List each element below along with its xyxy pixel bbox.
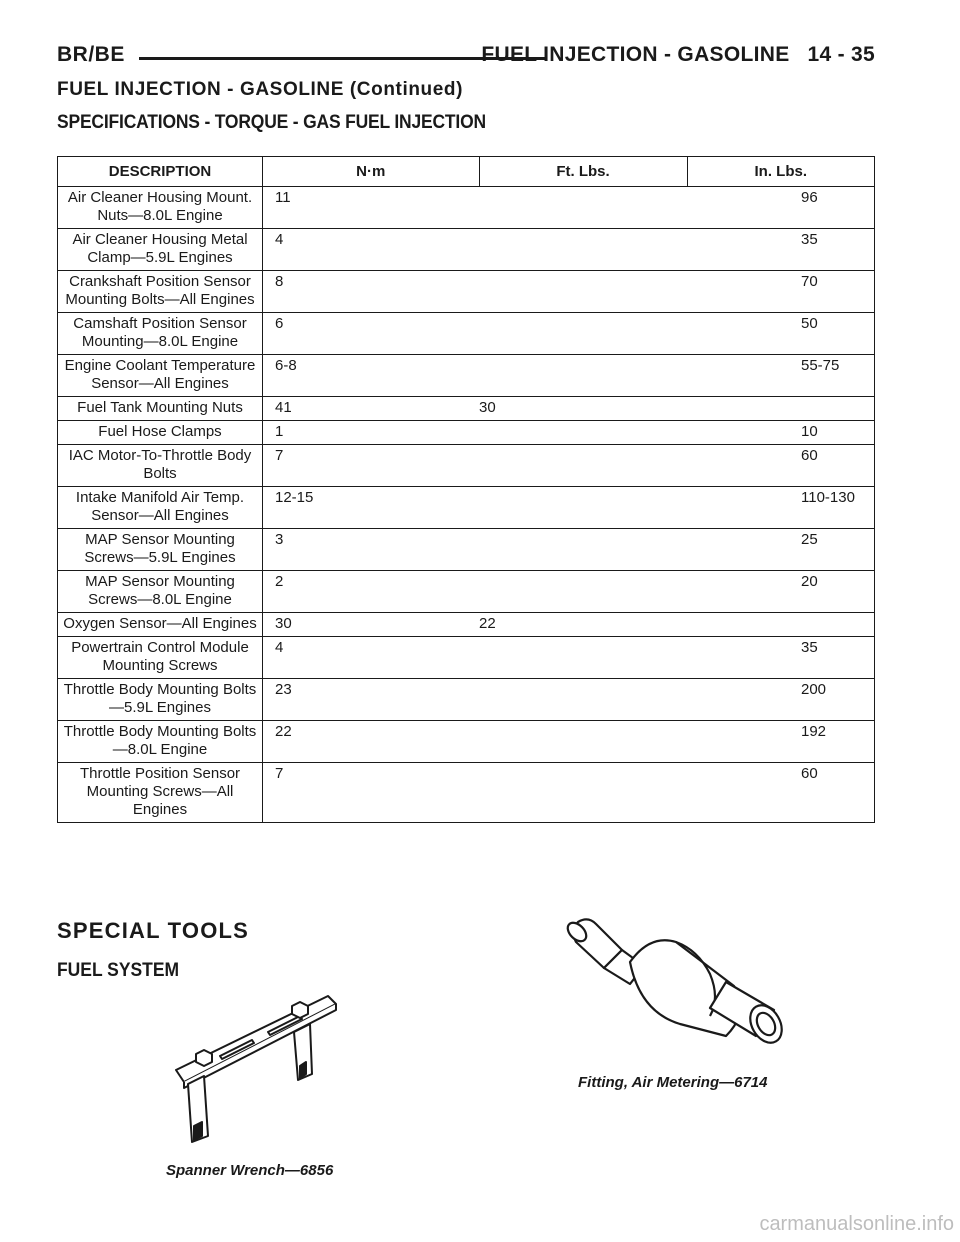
cell-ftlbs: 22 — [479, 613, 687, 637]
cell-nm: 23 — [263, 679, 480, 721]
cell-nm: 4 — [263, 229, 480, 271]
cell-description: Fuel Tank Mounting Nuts — [58, 397, 263, 421]
cell-nm: 6 — [263, 313, 480, 355]
cell-ftlbs — [479, 229, 687, 271]
cell-inlbs: 20 — [687, 571, 875, 613]
table-row — [58, 679, 875, 721]
table-row — [58, 529, 875, 571]
cell-ftlbs — [479, 571, 687, 613]
air-metering-fitting-illustration — [560, 912, 800, 1072]
cell-nm: 41 — [263, 397, 480, 421]
spec-title: SPECIFICATIONS - TORQUE - GAS FUEL INJECTION — [57, 112, 486, 133]
cell-nm: 4 — [263, 637, 480, 679]
cell-inlbs: 35 — [687, 637, 875, 679]
cell-inlbs: 35 — [687, 229, 875, 271]
header-section-title: FUEL INJECTION - GASOLINE — [481, 43, 790, 66]
cell-ftlbs — [479, 271, 687, 313]
table-row — [58, 445, 875, 487]
cell-description: Intake Manifold Air Temp. Sensor—All Engines — [58, 487, 263, 529]
table-row — [58, 397, 875, 421]
cell-nm: 22 — [263, 721, 480, 763]
cell-ftlbs — [479, 313, 687, 355]
cell-inlbs: 60 — [687, 445, 875, 487]
cell-description: MAP Sensor Mounting Screws—8.0L Engine — [58, 571, 263, 613]
cell-nm: 2 — [263, 571, 480, 613]
table-header-row — [58, 157, 875, 187]
torque-spec-table — [57, 156, 875, 823]
table-row — [58, 271, 875, 313]
cell-nm: 8 — [263, 271, 480, 313]
page-number: 14 - 35 — [807, 43, 875, 66]
col-header-ftlbs: Ft. Lbs. — [479, 157, 687, 187]
cell-inlbs: 110-130 — [687, 487, 875, 529]
cell-nm: 30 — [263, 613, 480, 637]
cell-description: Throttle Body Mounting Bolts—8.0L Engine — [58, 721, 263, 763]
col-header-inlbs: In. Lbs. — [687, 157, 875, 187]
cell-ftlbs — [479, 187, 687, 229]
cell-ftlbs — [479, 487, 687, 529]
cell-description: Crankshaft Position Sensor Mounting Bolts—All Engines — [58, 271, 263, 313]
cell-inlbs: 50 — [687, 313, 875, 355]
cell-description: Air Cleaner Housing Mount. Nuts—8.0L Engine — [58, 187, 263, 229]
cell-inlbs: 200 — [687, 679, 875, 721]
table-row — [58, 187, 875, 229]
header-section — [481, 43, 875, 67]
spanner-wrench-illustration — [168, 990, 348, 1150]
cell-ftlbs — [479, 721, 687, 763]
cell-inlbs — [687, 613, 875, 637]
table-row — [58, 637, 875, 679]
cell-nm: 3 — [263, 529, 480, 571]
cell-ftlbs — [479, 637, 687, 679]
cell-inlbs: 60 — [687, 763, 875, 823]
continued-heading: FUEL INJECTION - GASOLINE (Continued) — [57, 79, 464, 100]
special-tools-heading: SPECIAL TOOLS — [57, 918, 250, 943]
table-row — [58, 763, 875, 823]
cell-nm: 7 — [263, 763, 480, 823]
cell-description: Air Cleaner Housing Metal Clamp—5.9L Engines — [58, 229, 263, 271]
table-row — [58, 487, 875, 529]
cell-inlbs: 55-75 — [687, 355, 875, 397]
table-row — [58, 421, 875, 445]
cell-inlbs: 192 — [687, 721, 875, 763]
cell-description: IAC Motor-To-Throttle Body Bolts — [58, 445, 263, 487]
cell-ftlbs — [479, 421, 687, 445]
cell-inlbs: 70 — [687, 271, 875, 313]
cell-ftlbs: 30 — [479, 397, 687, 421]
table-body — [58, 187, 875, 823]
cell-ftlbs — [479, 445, 687, 487]
cell-description: Throttle Body Mounting Bolts—5.9L Engines — [58, 679, 263, 721]
table-row — [58, 613, 875, 637]
cell-description: Camshaft Position Sensor Mounting—8.0L Engine — [58, 313, 263, 355]
cell-description: Engine Coolant Temperature Sensor—All Engines — [58, 355, 263, 397]
cell-description: Fuel Hose Clamps — [58, 421, 263, 445]
table-row — [58, 229, 875, 271]
table-row — [58, 571, 875, 613]
cell-ftlbs — [479, 529, 687, 571]
cell-description: MAP Sensor Mounting Screws—5.9L Engines — [58, 529, 263, 571]
cell-description: Throttle Position Sensor Mounting Screws—All Engines — [58, 763, 263, 823]
cell-ftlbs — [479, 355, 687, 397]
cell-description: Oxygen Sensor—All Engines — [58, 613, 263, 637]
cell-nm: 6-8 — [263, 355, 480, 397]
page-header — [57, 43, 875, 73]
cell-description: Powertrain Control Module Mounting Screws — [58, 637, 263, 679]
cell-inlbs — [687, 397, 875, 421]
col-header-nm: N·m — [263, 157, 480, 187]
cell-inlbs: 10 — [687, 421, 875, 445]
spanner-caption: Spanner Wrench—6856 — [166, 1162, 334, 1179]
cell-nm: 7 — [263, 445, 480, 487]
cell-nm: 1 — [263, 421, 480, 445]
table-row — [58, 313, 875, 355]
watermark: carmanualsonline.info — [759, 1213, 954, 1235]
col-header-description: DESCRIPTION — [58, 157, 263, 187]
table-row — [58, 721, 875, 763]
fuel-system-heading: FUEL SYSTEM — [57, 960, 180, 981]
table-row — [58, 355, 875, 397]
cell-inlbs: 96 — [687, 187, 875, 229]
cell-nm: 11 — [263, 187, 480, 229]
cell-nm: 12-15 — [263, 487, 480, 529]
cell-inlbs: 25 — [687, 529, 875, 571]
cell-ftlbs — [479, 679, 687, 721]
header-model: BR/BE — [57, 43, 125, 66]
fitting-caption: Fitting, Air Metering—6714 — [578, 1074, 768, 1091]
cell-ftlbs — [479, 763, 687, 823]
